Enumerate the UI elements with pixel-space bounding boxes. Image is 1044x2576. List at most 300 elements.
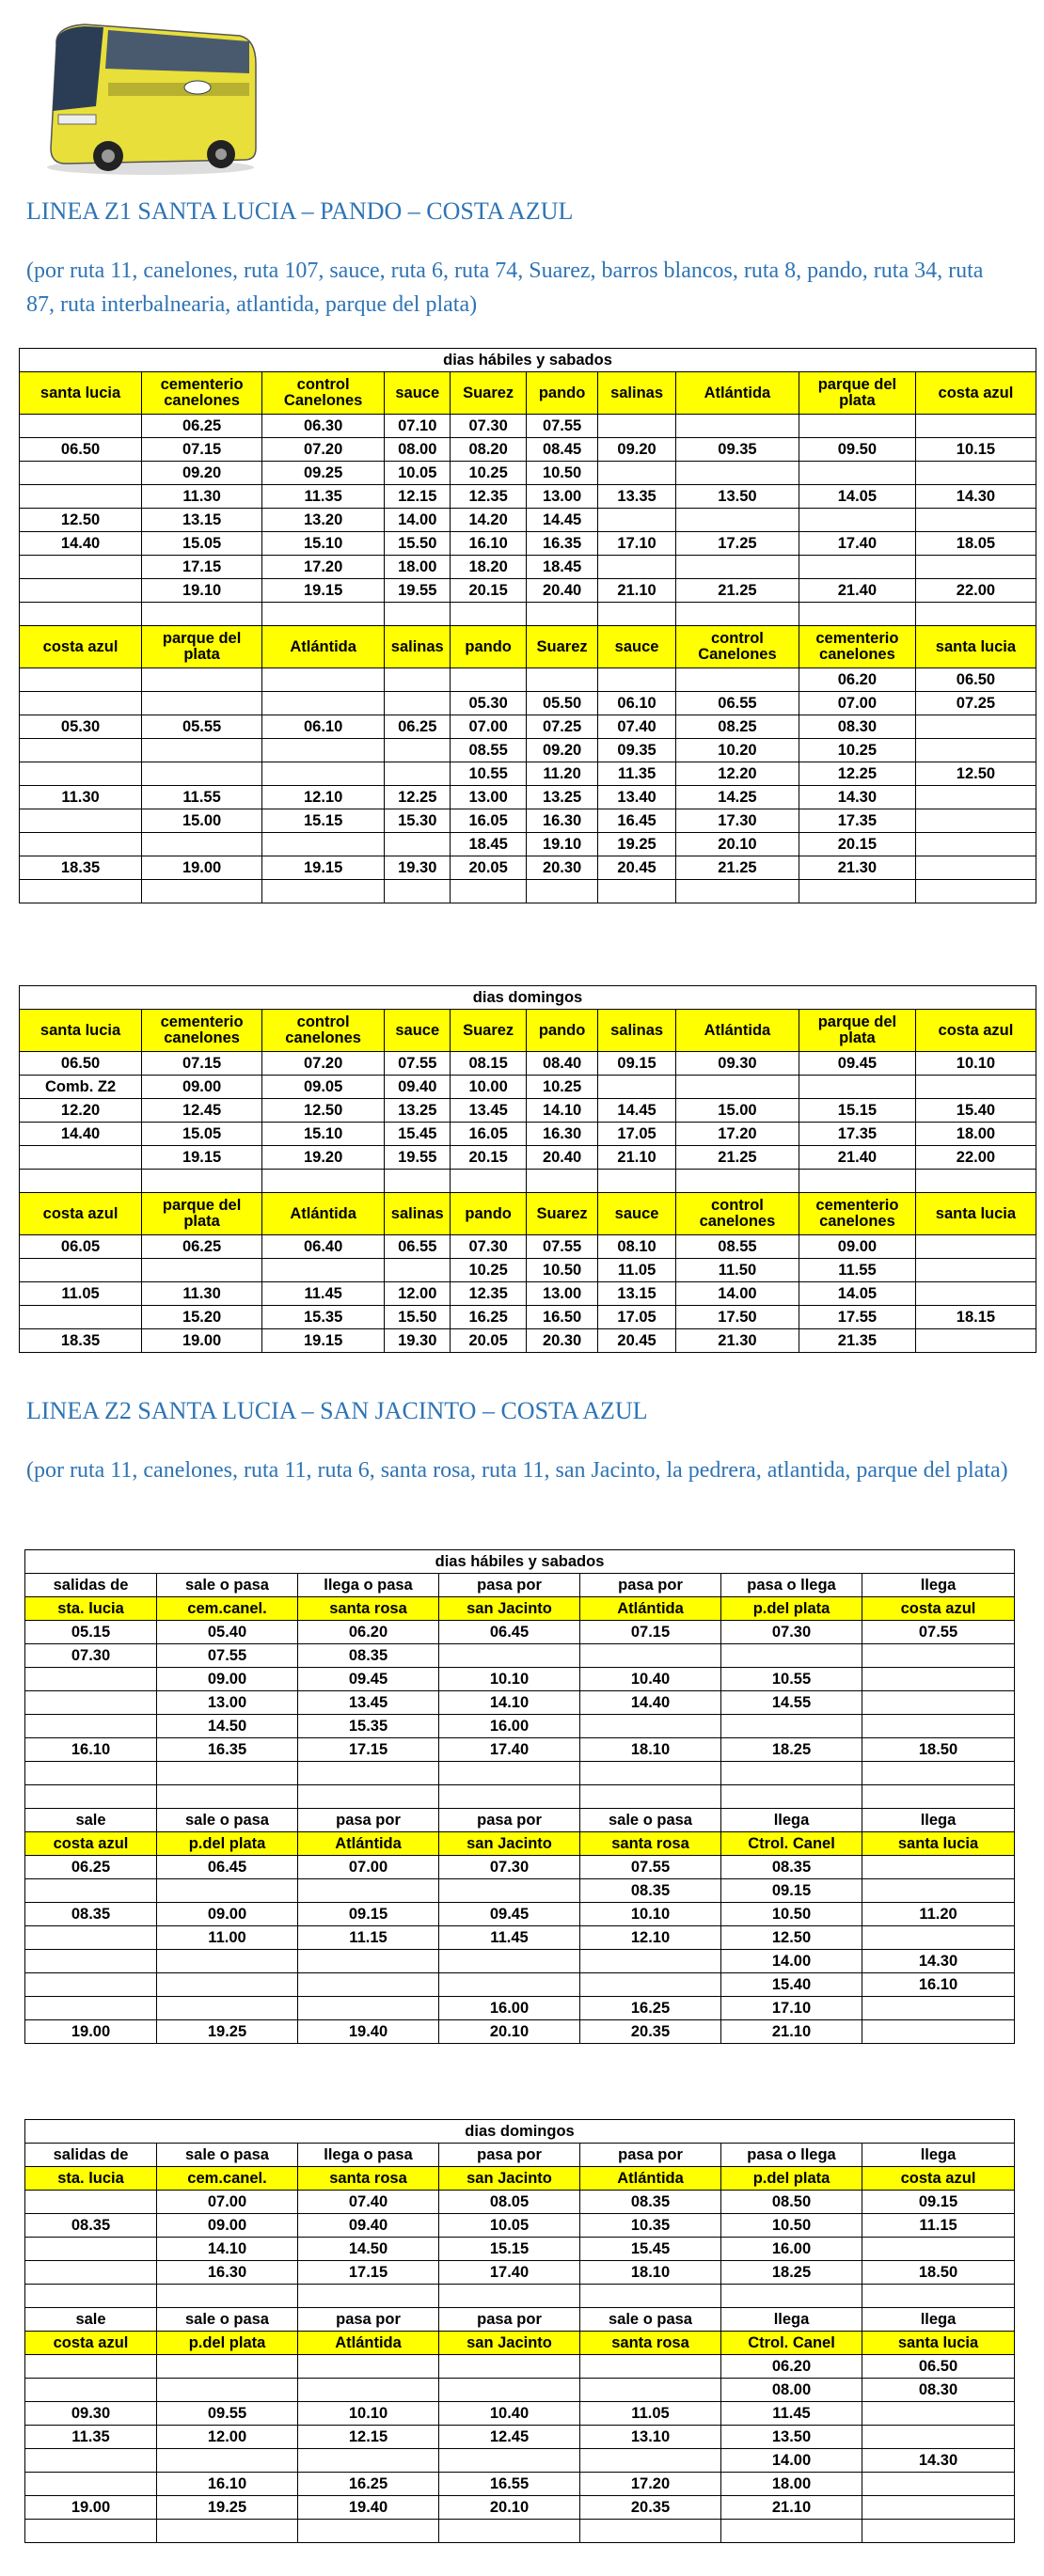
time-cell: 14.00 — [721, 1950, 862, 1973]
time-cell: 11.30 — [142, 1282, 262, 1306]
time-cell — [157, 1785, 298, 1809]
time-cell: 11.45 — [721, 2402, 862, 2426]
time-cell: 14.05 — [799, 1282, 915, 1306]
stop-header: pasa por — [580, 2144, 721, 2167]
time-cell — [298, 2520, 439, 2543]
time-cell: 18.50 — [862, 2261, 1015, 2285]
stop-header: llega o pasa — [298, 2144, 439, 2167]
timetable-caption: dias domingos — [25, 2120, 1015, 2144]
time-cell: 09.00 — [142, 1076, 262, 1099]
time-cell — [25, 1950, 157, 1973]
time-cell — [385, 739, 451, 762]
time-cell — [862, 1691, 1015, 1715]
time-cell: 14.00 — [385, 509, 451, 532]
time-cell — [526, 603, 597, 626]
time-cell: 09.35 — [675, 438, 799, 462]
table-row — [20, 739, 1036, 762]
table-row — [25, 1973, 1015, 1997]
time-cell: 09.45 — [298, 1668, 439, 1691]
time-cell — [385, 1259, 451, 1282]
time-cell: 09.05 — [262, 1076, 385, 1099]
return-header-row — [25, 1809, 1015, 1832]
stop-header: Atlántida — [675, 372, 799, 415]
time-cell: 06.55 — [675, 692, 799, 715]
time-cell — [675, 509, 799, 532]
time-cell: 21.30 — [799, 856, 915, 880]
table-row — [20, 415, 1036, 438]
time-cell: 19.55 — [385, 579, 451, 603]
time-cell: 19.00 — [25, 2020, 157, 2044]
z2-line-title: LINEA Z2 SANTA LUCIA – SAN JACINTO – COSTA AZUL — [26, 1397, 648, 1424]
time-cell: 15.05 — [142, 1123, 262, 1146]
stop-header: pando — [526, 372, 597, 415]
time-cell — [862, 1856, 1015, 1879]
time-cell — [915, 509, 1036, 532]
time-cell: 12.45 — [142, 1099, 262, 1123]
time-cell — [598, 509, 676, 532]
time-cell — [526, 1170, 597, 1193]
stop-header: costa azul — [25, 1832, 157, 1856]
stop-header: parque del plata — [142, 626, 262, 668]
time-cell: 10.40 — [439, 2402, 580, 2426]
time-cell: 07.20 — [262, 1052, 385, 1076]
time-cell — [142, 692, 262, 715]
time-cell: 07.25 — [915, 692, 1036, 715]
stop-header: sale o pasa — [580, 2308, 721, 2332]
time-cell — [25, 2473, 157, 2496]
time-cell: 11.20 — [526, 762, 597, 786]
stop-header: cementerio canelones — [142, 1010, 262, 1052]
stop-header: Atlántida — [262, 1193, 385, 1235]
table-row — [25, 1903, 1015, 1926]
stop-header: p.del plata — [157, 1832, 298, 1856]
time-cell: 16.10 — [862, 1973, 1015, 1997]
time-cell: 16.00 — [439, 1997, 580, 2020]
table-row — [25, 2355, 1015, 2379]
time-cell — [862, 2496, 1015, 2520]
table-row — [25, 1997, 1015, 2020]
time-cell — [157, 2449, 298, 2473]
time-cell: 14.05 — [799, 485, 915, 509]
time-cell: 18.45 — [526, 556, 597, 579]
table-row — [25, 1644, 1015, 1668]
table-row — [20, 1259, 1036, 1282]
time-cell: 08.55 — [675, 1235, 799, 1259]
stop-header: parque del plata — [799, 372, 915, 415]
time-cell — [451, 1170, 527, 1193]
time-cell: 11.55 — [142, 786, 262, 809]
time-cell — [862, 1926, 1015, 1950]
time-cell — [385, 668, 451, 692]
time-cell: 08.45 — [526, 438, 597, 462]
time-cell — [20, 692, 142, 715]
time-cell: 06.25 — [385, 715, 451, 739]
time-cell — [439, 2520, 580, 2543]
time-cell: 16.10 — [157, 2473, 298, 2496]
table-row — [25, 2473, 1015, 2496]
stop-header: sale o pasa — [157, 1809, 298, 1832]
time-cell: 20.15 — [451, 579, 527, 603]
stop-header: cementerio canelones — [799, 1193, 915, 1235]
time-cell — [298, 1879, 439, 1903]
time-cell — [439, 1785, 580, 1809]
time-cell: 17.20 — [580, 2473, 721, 2496]
stop-header: pasa por — [298, 1809, 439, 1832]
time-cell: 18.00 — [385, 556, 451, 579]
stop-header: pasa por — [298, 2308, 439, 2332]
time-cell: 07.25 — [526, 715, 597, 739]
time-cell: 19.25 — [598, 833, 676, 856]
time-cell: 10.00 — [451, 1076, 527, 1099]
time-cell — [157, 2285, 298, 2308]
timetable-caption-row — [20, 349, 1036, 372]
time-cell — [721, 2285, 862, 2308]
time-cell — [298, 2285, 439, 2308]
time-cell — [799, 880, 915, 903]
time-cell: 10.50 — [721, 2214, 862, 2238]
time-cell — [298, 2355, 439, 2379]
time-cell: 12.00 — [157, 2426, 298, 2449]
time-cell: 09.40 — [298, 2214, 439, 2238]
bus-photo — [38, 17, 263, 177]
time-cell: 05.15 — [25, 1621, 157, 1644]
time-cell: 15.40 — [915, 1099, 1036, 1123]
table-row — [25, 1691, 1015, 1715]
time-cell — [451, 603, 527, 626]
stop-header: pasa o llega — [721, 1574, 862, 1597]
time-cell: 11.00 — [157, 1926, 298, 1950]
time-cell: 15.30 — [385, 809, 451, 833]
time-cell: 17.30 — [675, 809, 799, 833]
time-cell: 16.45 — [598, 809, 676, 833]
time-cell — [262, 668, 385, 692]
time-cell: 09.55 — [157, 2402, 298, 2426]
time-cell: 16.00 — [439, 1715, 580, 1738]
time-cell: 07.55 — [580, 1856, 721, 1879]
time-cell: 06.45 — [157, 1856, 298, 1879]
stop-header: llega — [721, 1809, 862, 1832]
time-cell: 18.50 — [862, 1738, 1015, 1762]
time-cell — [298, 1997, 439, 2020]
time-cell: 08.50 — [721, 2191, 862, 2214]
time-cell: 08.25 — [675, 715, 799, 739]
time-cell — [20, 556, 142, 579]
table-row — [25, 2285, 1015, 2308]
time-cell: 09.45 — [799, 1052, 915, 1076]
time-cell — [20, 603, 142, 626]
time-cell: 21.10 — [598, 579, 676, 603]
time-cell: 17.10 — [721, 1997, 862, 2020]
time-cell — [25, 2285, 157, 2308]
time-cell — [262, 603, 385, 626]
time-cell: 09.15 — [862, 2191, 1015, 2214]
time-cell: 20.10 — [439, 2496, 580, 2520]
time-cell: 18.35 — [20, 856, 142, 880]
time-cell: 20.10 — [675, 833, 799, 856]
stop-header: pasa por — [439, 2144, 580, 2167]
time-cell — [862, 1668, 1015, 1691]
stop-header: costa azul — [862, 2167, 1015, 2191]
stop-header: sale — [25, 1809, 157, 1832]
stop-header: pasa por — [439, 1809, 580, 1832]
time-cell — [25, 1879, 157, 1903]
time-cell: 06.55 — [385, 1235, 451, 1259]
table-row — [20, 833, 1036, 856]
time-cell — [799, 509, 915, 532]
timetable-caption: dias domingos — [20, 986, 1036, 1010]
time-cell: 19.00 — [25, 2496, 157, 2520]
stop-header: sauce — [385, 1010, 451, 1052]
time-cell: 09.25 — [262, 462, 385, 485]
time-cell: 17.35 — [799, 809, 915, 833]
time-cell: 20.40 — [526, 579, 597, 603]
time-cell — [862, 2426, 1015, 2449]
time-cell — [721, 1715, 862, 1738]
table-row — [25, 2520, 1015, 2543]
time-cell: 11.05 — [20, 1282, 142, 1306]
stop-header: llega — [862, 2308, 1015, 2332]
z2-sunday-timetable — [24, 2119, 1015, 2543]
time-cell: 14.45 — [598, 1099, 676, 1123]
time-cell: 21.30 — [675, 1329, 799, 1353]
time-cell: 14.30 — [862, 1950, 1015, 1973]
time-cell: 18.45 — [451, 833, 527, 856]
time-cell — [862, 2402, 1015, 2426]
stop-header: costa azul — [20, 1193, 142, 1235]
time-cell: 08.35 — [721, 1856, 862, 1879]
time-cell: 10.25 — [799, 739, 915, 762]
time-cell — [20, 485, 142, 509]
time-cell: 14.00 — [721, 2449, 862, 2473]
time-cell: 19.00 — [142, 856, 262, 880]
time-cell: 05.30 — [20, 715, 142, 739]
time-cell — [598, 556, 676, 579]
table-row — [20, 1099, 1036, 1123]
stop-header: control Canelones — [262, 372, 385, 415]
time-cell: 18.35 — [20, 1329, 142, 1353]
time-cell — [675, 1170, 799, 1193]
time-cell: 16.55 — [439, 2473, 580, 2496]
time-cell: 14.40 — [20, 532, 142, 556]
table-row — [20, 438, 1036, 462]
time-cell: 06.40 — [262, 1235, 385, 1259]
time-cell: 17.35 — [799, 1123, 915, 1146]
time-cell: 15.10 — [262, 1123, 385, 1146]
timetable-caption: dias hábiles y sabados — [25, 1550, 1015, 1574]
table-row — [20, 880, 1036, 903]
time-cell — [439, 1762, 580, 1785]
time-cell: 19.10 — [526, 833, 597, 856]
stop-header: control Canelones — [675, 626, 799, 668]
time-cell: 21.25 — [675, 856, 799, 880]
table-row — [20, 485, 1036, 509]
time-cell: 12.25 — [799, 762, 915, 786]
time-cell: 14.10 — [526, 1099, 597, 1123]
time-cell — [580, 1950, 721, 1973]
stop-header: pando — [451, 626, 527, 668]
time-cell: 18.00 — [721, 2473, 862, 2496]
time-cell — [598, 462, 676, 485]
time-cell: 07.15 — [580, 1621, 721, 1644]
time-cell: 08.35 — [580, 1879, 721, 1903]
time-cell: 13.45 — [451, 1099, 527, 1123]
time-cell — [298, 1973, 439, 1997]
time-cell — [799, 1170, 915, 1193]
outbound-stop-row — [25, 2167, 1015, 2191]
time-cell — [862, 1762, 1015, 1785]
time-cell — [298, 2379, 439, 2402]
time-cell: 20.10 — [439, 2020, 580, 2044]
time-cell — [862, 2238, 1015, 2261]
time-cell — [439, 1973, 580, 1997]
time-cell: 17.15 — [298, 2261, 439, 2285]
time-cell — [598, 603, 676, 626]
time-cell: 18.25 — [721, 2261, 862, 2285]
time-cell: 07.40 — [598, 715, 676, 739]
time-cell: 16.30 — [157, 2261, 298, 2285]
stop-header: control canelones — [675, 1193, 799, 1235]
time-cell — [385, 833, 451, 856]
time-cell — [142, 1259, 262, 1282]
stop-header: sale — [25, 2308, 157, 2332]
time-cell: 21.10 — [721, 2020, 862, 2044]
time-cell — [439, 2285, 580, 2308]
time-cell: 14.25 — [675, 786, 799, 809]
time-cell — [451, 668, 527, 692]
time-cell: 07.55 — [526, 1235, 597, 1259]
time-cell — [142, 1170, 262, 1193]
time-cell: 19.20 — [262, 1146, 385, 1170]
time-cell: 21.10 — [721, 2496, 862, 2520]
time-cell: 12.50 — [721, 1926, 862, 1950]
time-cell: 08.30 — [862, 2379, 1015, 2402]
time-cell: 08.20 — [451, 438, 527, 462]
stop-header: sale o pasa — [580, 1809, 721, 1832]
time-cell — [598, 415, 676, 438]
time-cell: 11.05 — [580, 2402, 721, 2426]
stop-header: Atlántida — [580, 1597, 721, 1621]
time-cell — [799, 1076, 915, 1099]
stop-header: Suarez — [451, 372, 527, 415]
stop-header: costa azul — [915, 372, 1036, 415]
time-cell: 06.20 — [298, 1621, 439, 1644]
stop-header: Atlántida — [675, 1010, 799, 1052]
time-cell: 06.45 — [439, 1621, 580, 1644]
time-cell — [862, 2520, 1015, 2543]
time-cell: 10.10 — [298, 2402, 439, 2426]
time-cell — [157, 1879, 298, 1903]
time-cell: 12.00 — [385, 1282, 451, 1306]
time-cell: 05.55 — [142, 715, 262, 739]
time-cell: 09.50 — [799, 438, 915, 462]
time-cell — [20, 1170, 142, 1193]
time-cell: 08.05 — [439, 2191, 580, 2214]
stop-header: pando — [451, 1193, 527, 1235]
time-cell: 13.20 — [262, 509, 385, 532]
time-cell: 13.15 — [142, 509, 262, 532]
time-cell — [157, 2355, 298, 2379]
time-cell — [262, 692, 385, 715]
timetable-caption-row — [25, 1550, 1015, 1574]
time-cell — [20, 739, 142, 762]
time-cell — [526, 880, 597, 903]
time-cell: 07.20 — [262, 438, 385, 462]
table-row — [25, 1738, 1015, 1762]
time-cell: 06.25 — [142, 415, 262, 438]
table-row — [20, 1052, 1036, 1076]
time-cell: 14.10 — [157, 2238, 298, 2261]
time-cell: 18.05 — [915, 532, 1036, 556]
stop-header: pando — [526, 1010, 597, 1052]
time-cell: 05.50 — [526, 692, 597, 715]
stop-header: sale o pasa — [157, 2144, 298, 2167]
time-cell: 06.10 — [598, 692, 676, 715]
time-cell: 14.40 — [20, 1123, 142, 1146]
stop-header: pasa por — [439, 1574, 580, 1597]
time-cell: 15.35 — [262, 1306, 385, 1329]
table-row — [20, 532, 1036, 556]
time-cell: 19.40 — [298, 2020, 439, 2044]
time-cell — [142, 668, 262, 692]
table-row — [25, 2426, 1015, 2449]
time-cell — [598, 880, 676, 903]
time-cell — [580, 2520, 721, 2543]
stop-header: salinas — [385, 626, 451, 668]
stop-header: pasa por — [580, 1574, 721, 1597]
time-cell — [20, 668, 142, 692]
time-cell: 15.15 — [262, 809, 385, 833]
time-cell — [20, 1306, 142, 1329]
stop-header: salinas — [385, 1193, 451, 1235]
time-cell: 13.00 — [451, 786, 527, 809]
time-cell — [580, 1785, 721, 1809]
time-cell: 13.50 — [721, 2426, 862, 2449]
time-cell: 15.45 — [580, 2238, 721, 2261]
table-row — [20, 668, 1036, 692]
time-cell — [142, 833, 262, 856]
time-cell: 15.00 — [675, 1099, 799, 1123]
time-cell: 20.45 — [598, 1329, 676, 1353]
time-cell: 11.45 — [262, 1282, 385, 1306]
table-row — [25, 2449, 1015, 2473]
time-cell: 16.25 — [580, 1997, 721, 2020]
stop-header: p.del plata — [157, 2332, 298, 2355]
time-cell: 19.30 — [385, 1329, 451, 1353]
time-cell: 13.25 — [385, 1099, 451, 1123]
time-cell — [915, 462, 1036, 485]
time-cell: 21.40 — [799, 579, 915, 603]
timetable-caption-row — [25, 2120, 1015, 2144]
time-cell — [385, 880, 451, 903]
stop-header: llega — [862, 2144, 1015, 2167]
time-cell — [580, 1973, 721, 1997]
time-cell — [385, 1170, 451, 1193]
stop-header: Ctrol. Canel — [721, 1832, 862, 1856]
time-cell: 15.50 — [385, 532, 451, 556]
time-cell — [439, 2379, 580, 2402]
table-row — [20, 556, 1036, 579]
time-cell: 08.55 — [451, 739, 527, 762]
time-cell: 19.15 — [262, 856, 385, 880]
time-cell: 09.20 — [526, 739, 597, 762]
time-cell: 06.50 — [915, 668, 1036, 692]
time-cell: 12.50 — [262, 1099, 385, 1123]
table-row — [20, 715, 1036, 739]
time-cell: 13.50 — [675, 485, 799, 509]
time-cell: 09.00 — [157, 2214, 298, 2238]
time-cell: 15.35 — [298, 1715, 439, 1738]
time-cell — [675, 462, 799, 485]
